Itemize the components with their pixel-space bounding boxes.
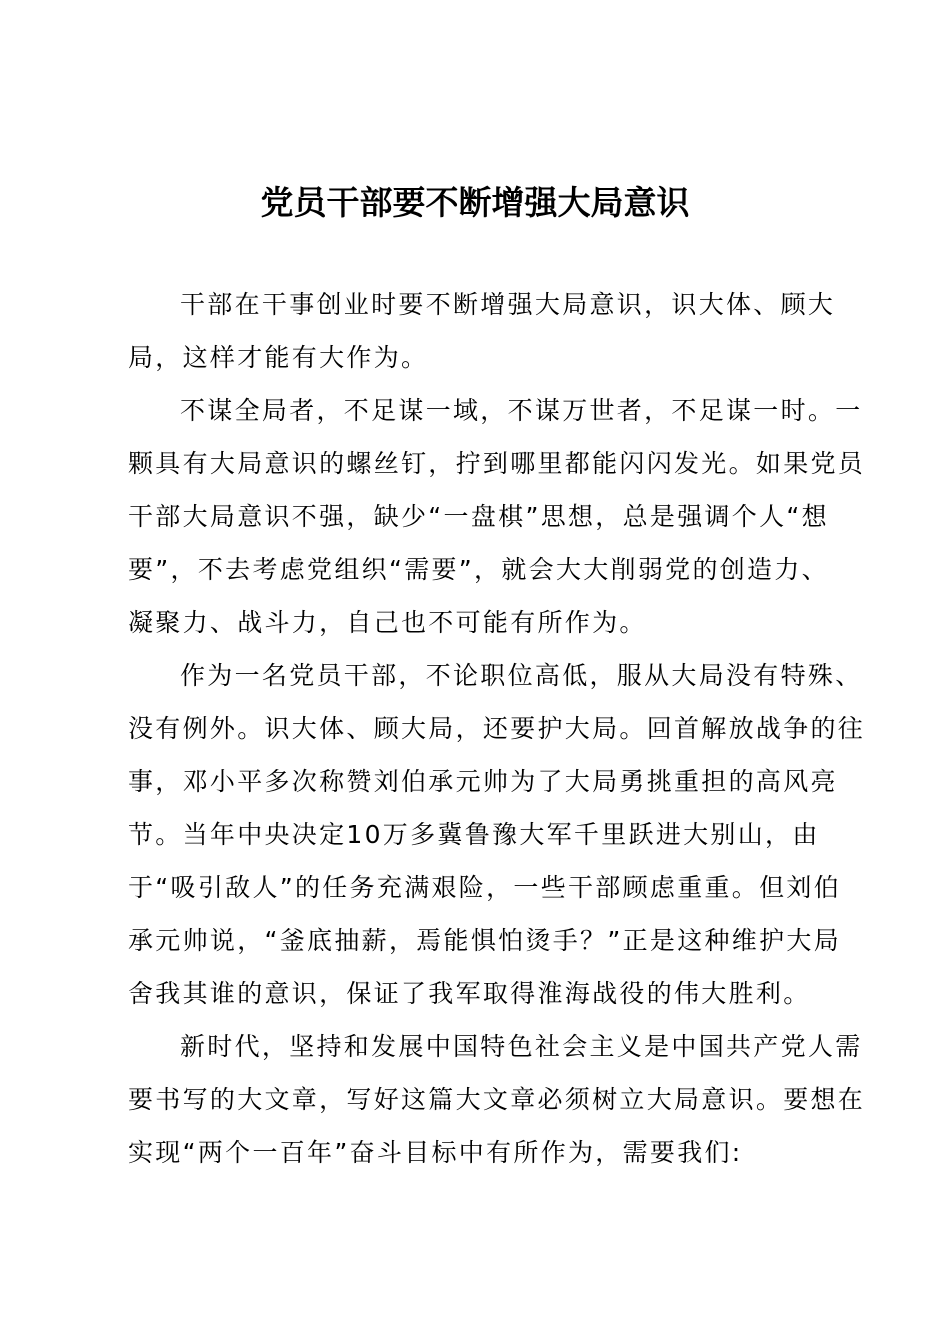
paragraph-3 [128,656,866,1027]
text-line: 局，这样才能有大作为。 [128,343,429,372]
text-line: 凝聚力、战斗力，自己也不可能有所作为。 [128,608,647,637]
text-line: 要”，不去考虑党组织“需要”，就会大大削弱党的创造力、 [128,555,829,584]
text-line: 承元帅说，“釜底抽薪，焉能惧怕烫手？”正是这种维护大局 [128,926,842,955]
paragraph-2 [128,391,866,656]
text-line: 要书写的大文章，写好这篇大文章必须树立大局意识。要想在 [128,1085,866,1114]
text-line: 干部在干事创业时要不断增强大局意识，识大体、顾大 [180,290,836,319]
text-line: 不谋全局者，不足谋一域，不谋万世者，不足谋一时。一 [180,396,863,425]
document-title: 党员干部要不断增强大局意识 [260,183,690,222]
text-line: 节。当年中央决定10万多冀鲁豫大军千里跃进大别山，由 [128,820,820,849]
text-line: 事，邓小平多次称赞刘伯承元帅为了大局勇挑重担的高风亮 [128,767,838,796]
text-line: 颗具有大局意识的螺丝钉，拧到哪里都能闪闪发光。如果党员 [128,449,866,478]
text-line: 于“吸引敌人”的任务充满艰险，一些干部顾虑重重。但刘伯 [128,873,842,902]
paragraph-4 [128,1027,866,1186]
text-line: 作为一名党员干部，不论职位高低，服从大局没有特殊、 [180,661,863,690]
text-line: 没有例外。识大体、顾大局，还要护大局。回首解放战争的往 [128,714,866,743]
text-line: 新时代，坚持和发展中国特色社会主义是中国共产党人需 [180,1032,863,1061]
document-body [128,285,866,1186]
text-line: 干部大局意识不强，缺少“一盘棋”思想，总是强调个人“想 [128,502,829,531]
paragraph-1 [128,285,836,391]
text-line: 舍我其谁的意识，保证了我军取得淮海战役的伟大胜利。 [128,979,811,1008]
text-line: 实现“两个一百年”奋斗目标中有所作为，需要我们: [128,1138,743,1167]
